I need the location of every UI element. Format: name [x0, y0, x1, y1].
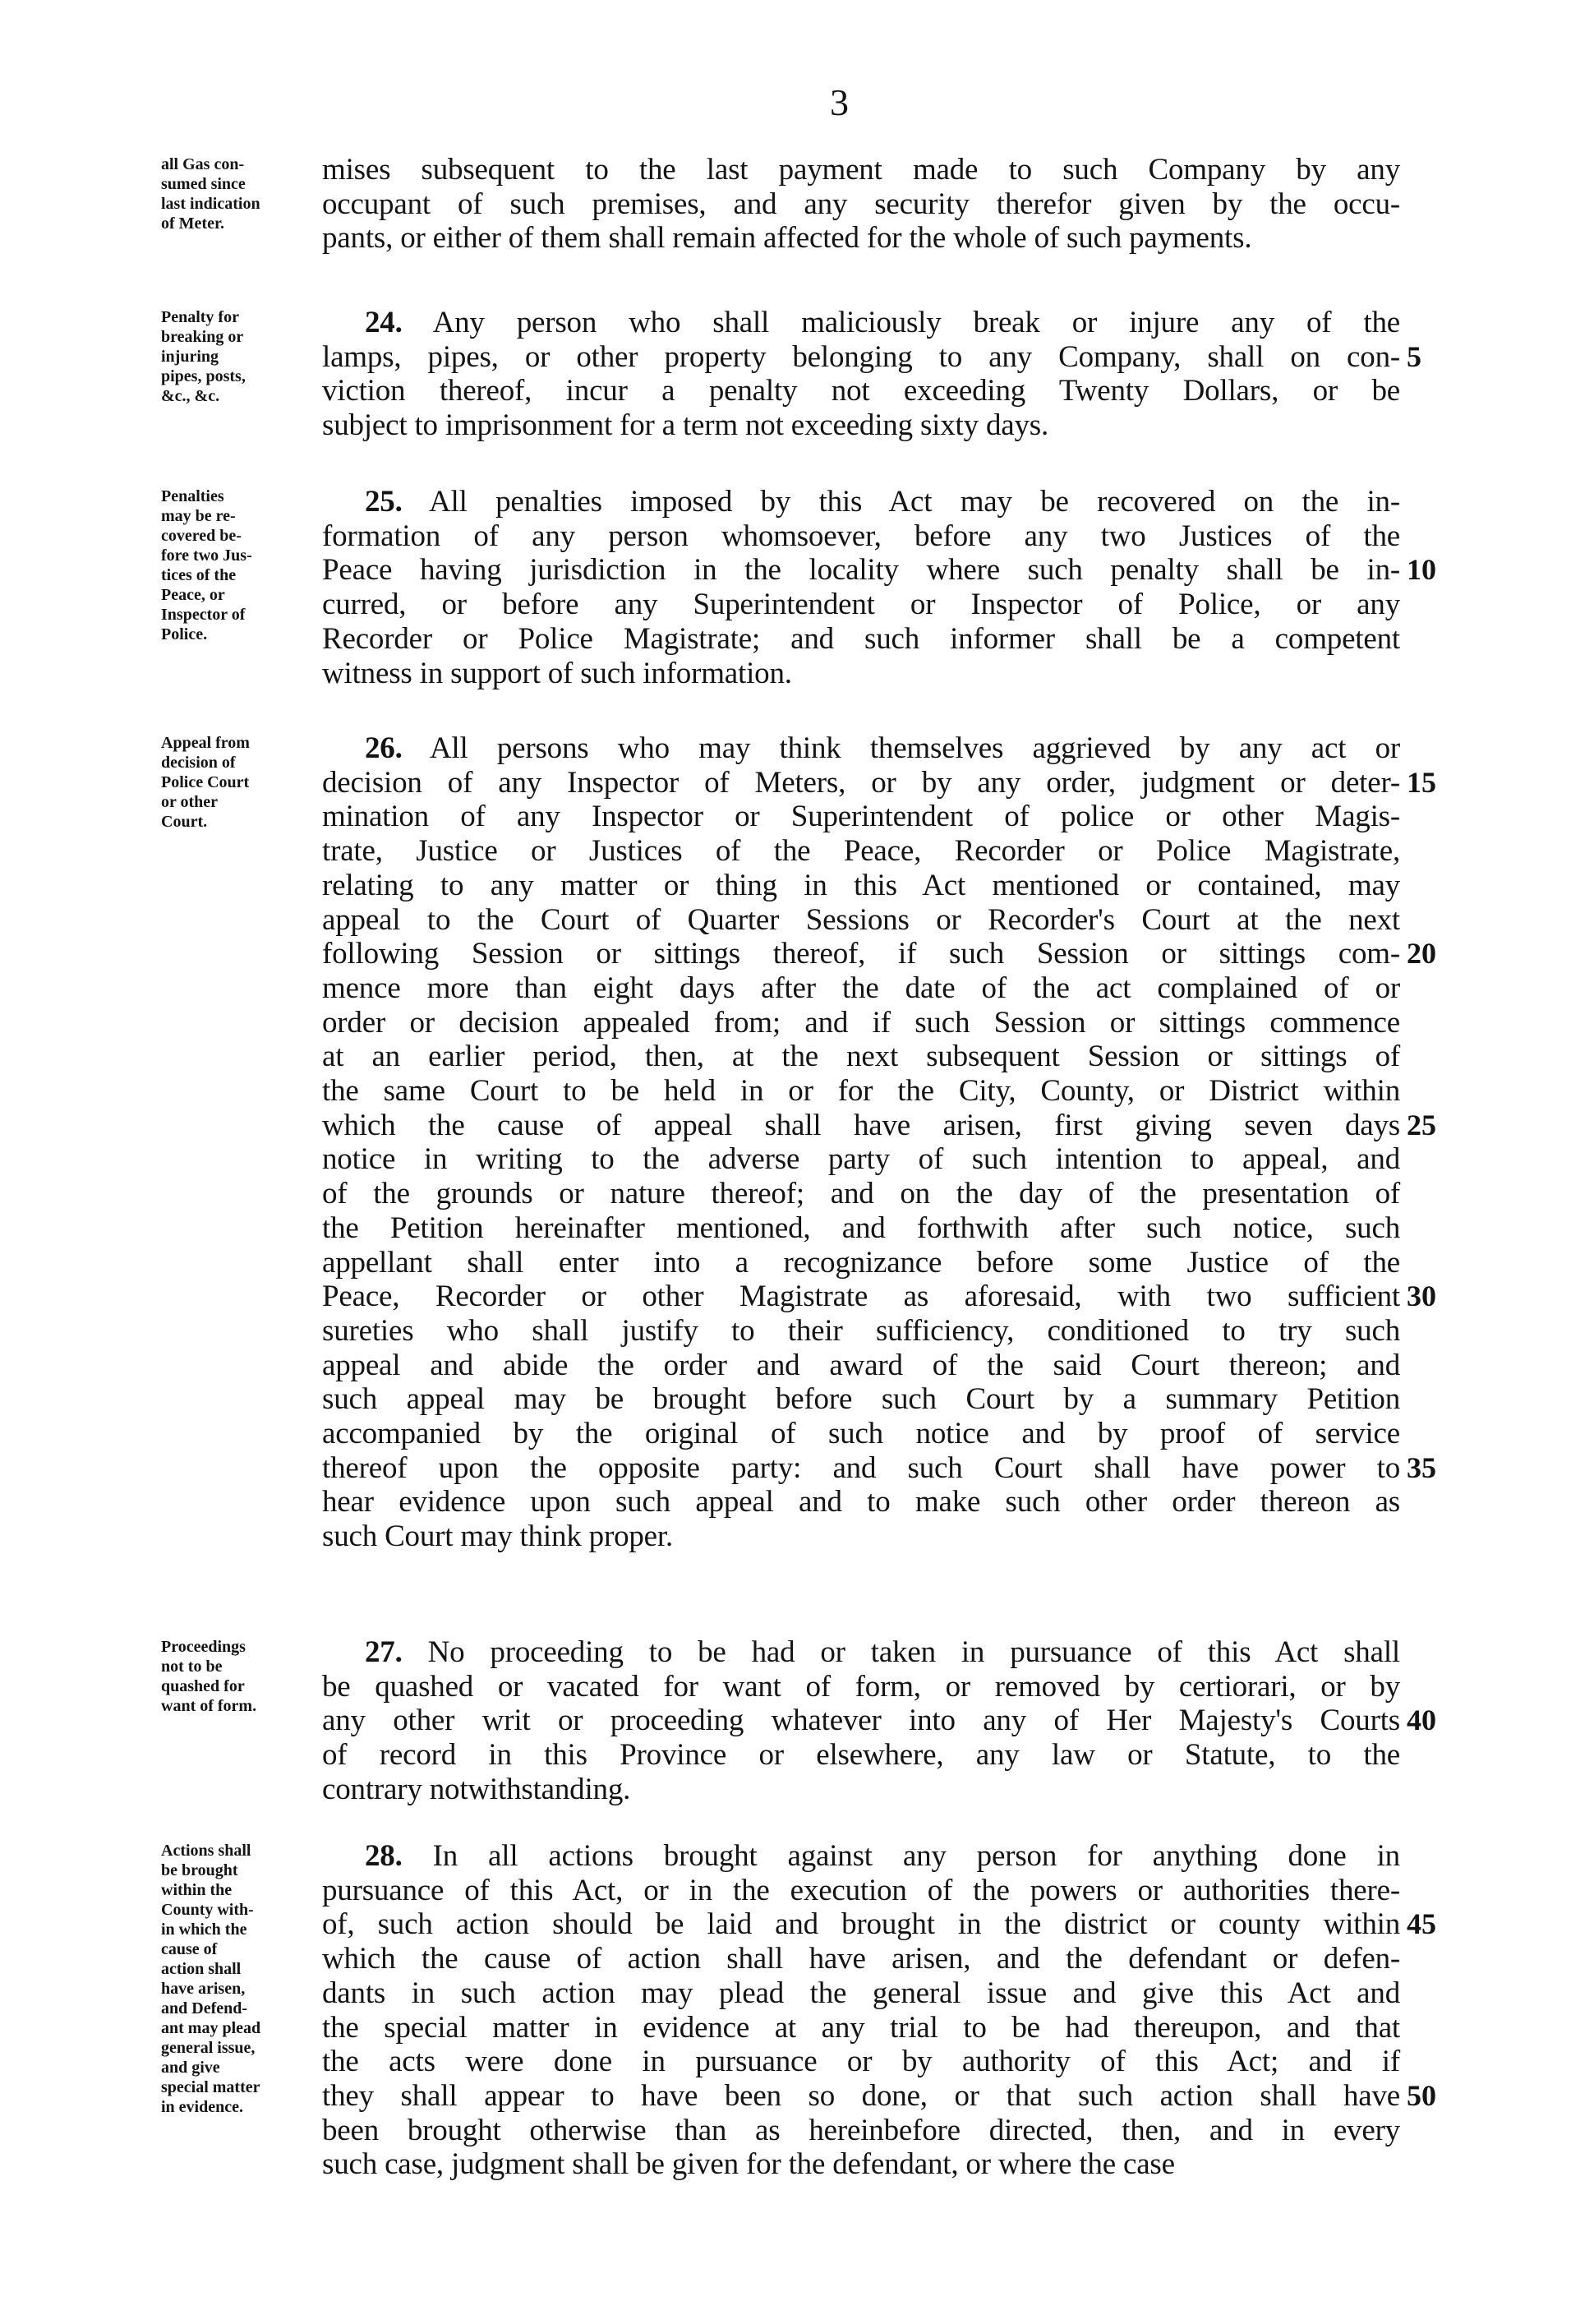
section-number: 24.: [365, 306, 403, 339]
body-line: [322, 1738, 1400, 1773]
body-line-text: decision of any Inspector of Meters, or by any order, judgment or deter-: [322, 765, 1400, 800]
body-line-text: occupant of such premises, and any security therefor given by the occu-: [322, 187, 1400, 221]
margin-note-line: Proceedings: [161, 1638, 246, 1656]
body-line-text: mises subsequent to the last payment made to such Company by any: [322, 153, 1400, 187]
body-line: [322, 1246, 1400, 1280]
body-line: [322, 622, 1400, 657]
body-line-text: which the cause of appeal shall have arisen, first giving seven days: [322, 1108, 1400, 1142]
body-line: [322, 1417, 1400, 1451]
body-line-text: appeal to the Court of Quarter Sessions or Recorder's Court at the next: [322, 902, 1400, 937]
body-line: [365, 306, 1400, 340]
body-line: [365, 1635, 1400, 1670]
body-line: [322, 869, 1400, 903]
body-line: [322, 553, 1400, 588]
body-line-text: of record in this Province or elsewhere, any law or Statute, to the: [322, 1738, 1400, 1773]
body-line: [322, 1109, 1400, 1143]
body-line: [322, 374, 1400, 408]
body-line-text: curred, or before any Superintendent or Inspector of Police, or any: [322, 588, 1400, 622]
body-line: [322, 1211, 1400, 1246]
margin-note-line: Peace, or: [161, 586, 225, 604]
body-line-text: of, such action should be laid and brought in the district or county within: [322, 1907, 1400, 1942]
margin-note-line: last indication: [161, 195, 260, 213]
body-line-text: order or decision appealed from; and if such Session or sittings commence: [322, 1005, 1400, 1040]
body-line: [322, 588, 1400, 622]
body-line: [365, 485, 1400, 519]
body-line: [322, 2147, 1400, 2182]
margin-note: [161, 154, 317, 233]
body-line-text: All persons who may think themselves aggrieved by any act or: [429, 731, 1400, 765]
margin-note-line: general issue,: [161, 2039, 256, 2057]
margin-note-line: action shall: [161, 1960, 242, 1978]
margin-note-line: ant may plead: [161, 2019, 261, 2037]
body-line-text: appeal and abide the order and award of the said Court thereon; and: [322, 1348, 1400, 1382]
line-number: 35: [1407, 1450, 1436, 1484]
body-line: [322, 1942, 1400, 1976]
body-line-text: be quashed or vacated for want of form, or removed by certiorari, or by: [322, 1669, 1400, 1704]
margin-note-line: want of form.: [161, 1697, 257, 1715]
body-line-text: Peace having jurisdiction in the locality where such penalty shall be in-: [322, 553, 1400, 588]
margin-note-line: tices of the: [161, 566, 237, 584]
margin-note-line: have arisen,: [161, 1980, 246, 1998]
body-line: [322, 1907, 1400, 1942]
margin-note-line: or other: [161, 793, 219, 811]
body-line: [322, 408, 1400, 443]
margin-note-line: breaking or: [161, 328, 244, 346]
body-line-text: which the cause of action shall have arisen, and the defendant or defen-: [322, 1942, 1400, 1976]
margin-note-line: Penalty for: [161, 308, 239, 326]
body-line-text: sureties who shall justify to their sufficiency, conditioned to try such: [322, 1313, 1400, 1348]
margin-note-line: Inspector of: [161, 606, 246, 624]
body-line-text: accompanied by the original of such notice and by proof of service: [322, 1417, 1400, 1450]
section-number: 26.: [365, 731, 403, 765]
margin-note-line: Court.: [161, 813, 208, 831]
body-line-text: they shall appear to have been so done, or that such action shall have: [322, 2078, 1400, 2113]
body-line-text: such case, judgment shall be given for the defendant, or where the case: [322, 2147, 1175, 2182]
body-line-text: subject to imprisonment for a term not exceeding sixty days.: [322, 408, 1049, 443]
body-line: [322, 221, 1400, 256]
body-line: [322, 519, 1400, 554]
body-line: [322, 1314, 1400, 1349]
body-line: [322, 657, 1400, 691]
body-line: [322, 1074, 1400, 1109]
body-line-text: formation of any person whomsoever, before any two Justices of the: [322, 519, 1400, 553]
line-number: 30: [1407, 1280, 1436, 1313]
body-line: [322, 971, 1400, 1006]
body-line-text: No proceeding to be had or taken in pursuance of this Act shall: [427, 1635, 1400, 1669]
body-line: [322, 1976, 1400, 2011]
body-line: [322, 1874, 1400, 1908]
body-line-text: hear evidence upon such appeal and to make such other order thereon as: [322, 1485, 1400, 1519]
body-line-text: trate, Justice or Justices of the Peace, Recorder or Police Magistrate,: [322, 834, 1400, 869]
body-line-text: of the grounds or nature thereof; and on the day of the presentation of: [322, 1177, 1400, 1211]
body-line-text: dants in such action may plead the general issue and give this Act and: [322, 1976, 1400, 2010]
margin-note-line: sumed since: [161, 175, 246, 193]
line-number: 5: [1407, 339, 1421, 373]
margin-note-line: special matter: [161, 2078, 260, 2096]
body-line-text: pants, or either of them shall remain affected for the whole of such payments.: [322, 221, 1252, 256]
section-number: 28.: [365, 1839, 403, 1873]
body-line-text: mination of any Inspector or Superintendent of police or other Magis-: [322, 800, 1400, 834]
margin-note-line: in evidence.: [161, 2098, 243, 2116]
body-line-text: relating to any matter or thing in this Act mentioned or contained, may: [322, 868, 1400, 902]
body-line: [322, 800, 1400, 834]
body-line: [322, 340, 1400, 375]
body-line-text: any other writ or proceeding whatever into any of Her Majesty's Courts: [322, 1704, 1400, 1738]
line-number: 45: [1407, 1907, 1436, 1941]
body-line: [322, 1451, 1400, 1486]
body-line: [365, 1839, 1400, 1874]
margin-note-line: &c., &c.: [161, 387, 220, 405]
body-line-text: the acts were done in pursuance or by authority of this Act; and if: [322, 2045, 1400, 2079]
body-line-text: Any person who shall maliciously break or injure any of the: [432, 306, 1400, 339]
margin-note-line: all Gas con-: [161, 155, 245, 173]
line-number: 20: [1407, 937, 1436, 971]
body-line-text: pursuance of this Act, or in the execution of the powers or authorities there-: [322, 1873, 1400, 1907]
margin-note-line: and give: [161, 2059, 220, 2077]
body-line: [322, 1485, 1400, 1519]
margin-note-line: may be re-: [161, 507, 236, 525]
margin-note-line: decision of: [161, 754, 236, 772]
body-line: [365, 731, 1400, 766]
body-line: [322, 2011, 1400, 2045]
section-number: 25.: [365, 485, 403, 519]
margin-note: [161, 1637, 317, 1716]
body-line: [322, 937, 1400, 971]
margin-note-line: not to be: [161, 1658, 223, 1676]
body-line-text: following Session or sittings thereof, if such Session or sittings com-: [322, 937, 1400, 971]
body-line: [322, 2114, 1400, 2148]
body-line: [322, 1349, 1400, 1383]
body-line-text: notice in writing to the adverse party of such intention to appeal, and: [322, 1142, 1400, 1177]
body-line-text: lamps, pipes, or other property belonging to any Company, shall on con-: [322, 339, 1400, 374]
body-line: [322, 1670, 1400, 1704]
body-line-text: viction thereof, incur a penalty not exceeding Twenty Dollars, or be: [322, 374, 1400, 408]
margin-note-line: Police Court: [161, 773, 250, 791]
margin-note-line: Actions shall: [161, 1842, 251, 1860]
body-line-text: mence more than eight days after the date of the act complained of or: [322, 971, 1400, 1005]
margin-note-line: injuring: [161, 348, 219, 366]
margin-note-line: be brought: [161, 1861, 238, 1879]
margin-note-line: quashed for: [161, 1677, 245, 1695]
body-line-text: such Court may think proper.: [322, 1519, 674, 1554]
body-line: [322, 1519, 1400, 1554]
body-line: [322, 153, 1400, 187]
body-line: [322, 1773, 1400, 1807]
body-line: [322, 834, 1400, 869]
body-line-text: the special matter in evidence at any trial to be had thereupon, and that: [322, 2010, 1400, 2045]
body-line-text: Recorder or Police Magistrate; and such informer shall be a competent: [322, 621, 1400, 656]
body-line: [322, 1280, 1400, 1314]
line-number: 10: [1407, 553, 1436, 587]
body-line-text: the same Court to be held in or for the City, County, or District within: [322, 1074, 1400, 1108]
line-number: 15: [1407, 765, 1436, 799]
body-line-text: contrary notwithstanding.: [322, 1772, 631, 1806]
margin-note: [161, 307, 317, 406]
body-line-text: appellant shall enter into a recognizance before some Justice of the: [322, 1245, 1400, 1280]
body-line: [322, 1177, 1400, 1211]
body-line: [322, 2045, 1400, 2079]
margin-note-line: Penalties: [161, 487, 224, 505]
body-line-text: the Petition hereinafter mentioned, and forthwith after such notice, such: [322, 1210, 1400, 1245]
body-line-text: at an earlier period, then, at the next subsequent Session or sittings of: [322, 1040, 1400, 1074]
body-line-text: witness in support of such information.: [322, 656, 792, 690]
margin-note-line: fore two Jus-: [161, 546, 252, 565]
line-number: 25: [1407, 1108, 1436, 1141]
margin-note: [161, 1841, 317, 2117]
margin-note-line: County with-: [161, 1901, 254, 1919]
body-line: [322, 1142, 1400, 1177]
margin-note-line: and Defend-: [161, 1999, 248, 2017]
body-line: [322, 187, 1400, 222]
margin-note: [161, 733, 317, 832]
body-line-text: Peace, Recorder or other Magistrate as aforesaid, with two sufficient: [322, 1280, 1400, 1314]
line-number: 40: [1407, 1704, 1436, 1737]
body-line: [322, 1040, 1400, 1074]
margin-note-line: Appeal from: [161, 734, 250, 752]
margin-note-line: pipes, posts,: [161, 367, 246, 385]
body-line: [322, 903, 1400, 938]
margin-note-line: covered be-: [161, 527, 242, 545]
margin-note-line: within the: [161, 1881, 233, 1899]
page-number: 3: [830, 81, 849, 123]
body-line-text: In all actions brought against any person for anything done in: [432, 1839, 1400, 1873]
section-number: 27.: [365, 1635, 403, 1669]
body-line: [322, 2079, 1400, 2114]
body-line: [322, 766, 1400, 800]
margin-note-line: of Meter.: [161, 214, 224, 233]
body-line-text: such appeal may be brought before such Court by a summary Petition: [322, 1382, 1400, 1417]
margin-note-line: in which the: [161, 1921, 247, 1939]
body-line: [322, 1006, 1400, 1040]
body-line-text: All penalties imposed by this Act may be recovered on the in-: [429, 485, 1400, 519]
body-line-text: thereof upon the opposite party: and such Court shall have power to: [322, 1450, 1400, 1485]
margin-note-line: cause of: [161, 1940, 218, 1958]
margin-note-line: Police.: [161, 625, 208, 643]
body-line-text: been brought otherwise than as hereinbefore directed, then, and in every: [322, 2113, 1400, 2147]
margin-note: [161, 486, 317, 644]
body-line: [322, 1382, 1400, 1417]
line-number: 50: [1407, 2078, 1436, 2112]
body-line: [322, 1704, 1400, 1738]
